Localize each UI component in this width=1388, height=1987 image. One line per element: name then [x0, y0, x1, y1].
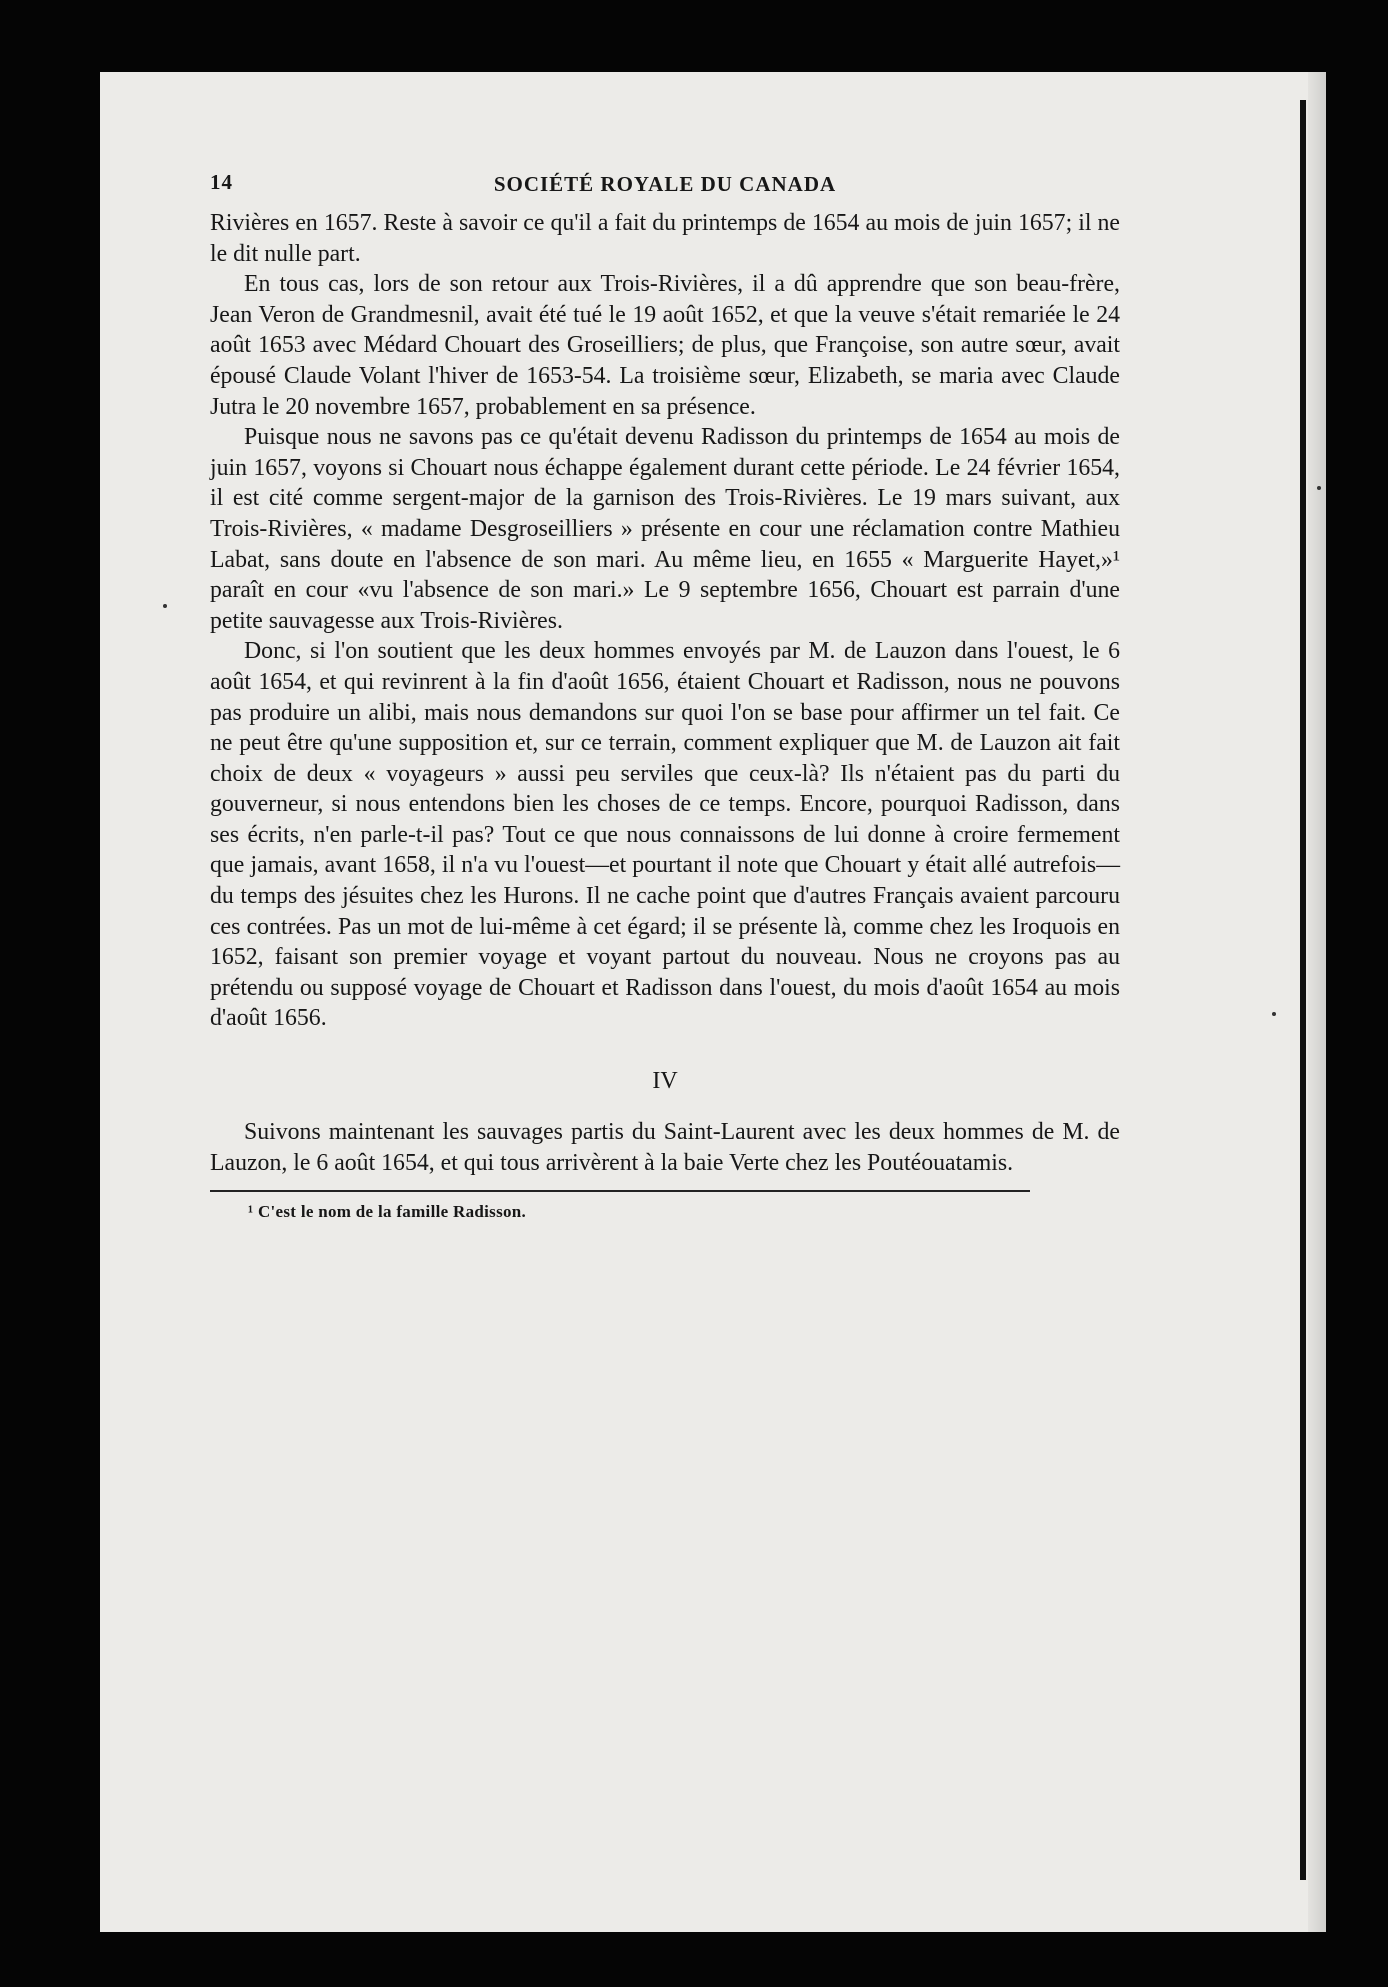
page-edge-shadow: [1308, 72, 1326, 1932]
paragraph: Puisque nous ne savons pas ce qu'était devenu Radisson du printemps de 1654 au mois de juin 1657, voyons si Chouart nous échappe également durant cette période. Le 24 février 1654, il est cité comme sergent-major de la garnison des Trois-Rivières. Le 19 mars suivant, aux Trois-Rivières, « madame Desgroseilliers » présente en cour une réclamation contre Mathieu Labat, sans doute en l'absence de son mari. Au même lieu, en 1655 « Marguerite Hayet,»¹ paraît en cour «vu l'absence de son mari.» Le 9 septembre 1656, Chouart est parrain d'une petite sauvagesse aux Trois-Rivières.: [210, 424, 1120, 634]
scan-speck: [163, 604, 167, 608]
paragraph: Rivières en 1657. Reste à savoir ce qu'il a fait du printemps de 1654 au mois de juin 1657; il ne le dit nulle part.: [210, 210, 1120, 267]
scan-speck: [1317, 486, 1321, 490]
running-head: [210, 168, 1120, 208]
text-block: [210, 168, 1120, 1222]
adjacent-page-edge: [1300, 100, 1306, 1880]
paragraph: En tous cas, lors de son retour aux Trois-Rivières, il a dû apprendre que son beau-frère, Jean Veron de Grandmesnil, avait été tué le 19 août 1652, et que la veuve s'était remariée le 24 août 1653 avec Médard Chouart des Groseilliers; de plus, que Françoise, son autre sœur, avait épousé Claude Volant l'hiver de 1653-54. La troisième sœur, Elizabeth, se maria avec Claude Jutra le 20 novembre 1657, probablement en sa présence.: [210, 271, 1120, 420]
paragraph: Donc, si l'on soutient que les deux hommes envoyés par M. de Lauzon dans l'ouest, le 6 août 1654, et qui revinrent à la fin d'août 1656, étaient Chouart et Radisson, nous ne pouvons pas produire un alibi, mais nous demandons sur quoi l'on se base pour affirmer un tel fait. Ce ne peut être qu'une supposition et, sur ce terrain, comment expliquer que M. de Lauzon ait fait choix de deux « voyageurs » aussi peu serviles que ceux-là? Ils n'étaient pas du parti du gouverneur, si nous entendons bien les choses de ce temps. Encore, pourquoi Radisson, dans ses écrits, n'en parle-t-il pas? Tout ce que nous connaissons de lui donne à croire fermement que jamais, avant 1658, il n'a vu l'ouest—et pourtant il note que Chouart y était allé autrefois—du temps des jésuites chez les Hurons. Il ne cache point que d'autres Français avaient parcouru ces contrées. Pas un mot de lui-même à cet égard; il se présente là, comme chez les Iroquois en 1652, faisant son premier voyage et voyant partout du nouveau. Nous ne croyons pas au prétendu ou supposé voyage de Chouart et Radisson dans l'ouest, du mois d'août 1654 au mois d'août 1656.: [210, 638, 1120, 1032]
scan-speck: [1272, 1012, 1276, 1016]
page-number: 14: [210, 170, 233, 194]
footnote-rule: [210, 1190, 1030, 1192]
section-heading: IV: [652, 1068, 678, 1095]
body-text: [210, 208, 1120, 1178]
footnote: ¹ C'est le nom de la famille Radisson.: [248, 1202, 527, 1222]
running-title: SOCIÉTÉ ROYALE DU CANADA: [493, 172, 837, 196]
paragraph: Suivons maintenant les sauvages partis du Saint-Laurent avec les deux hommes de M. de Lauzon, le 6 août 1654, et qui tous arrivèrent à la baie Verte chez les Poutéouatamis.: [210, 1119, 1120, 1176]
